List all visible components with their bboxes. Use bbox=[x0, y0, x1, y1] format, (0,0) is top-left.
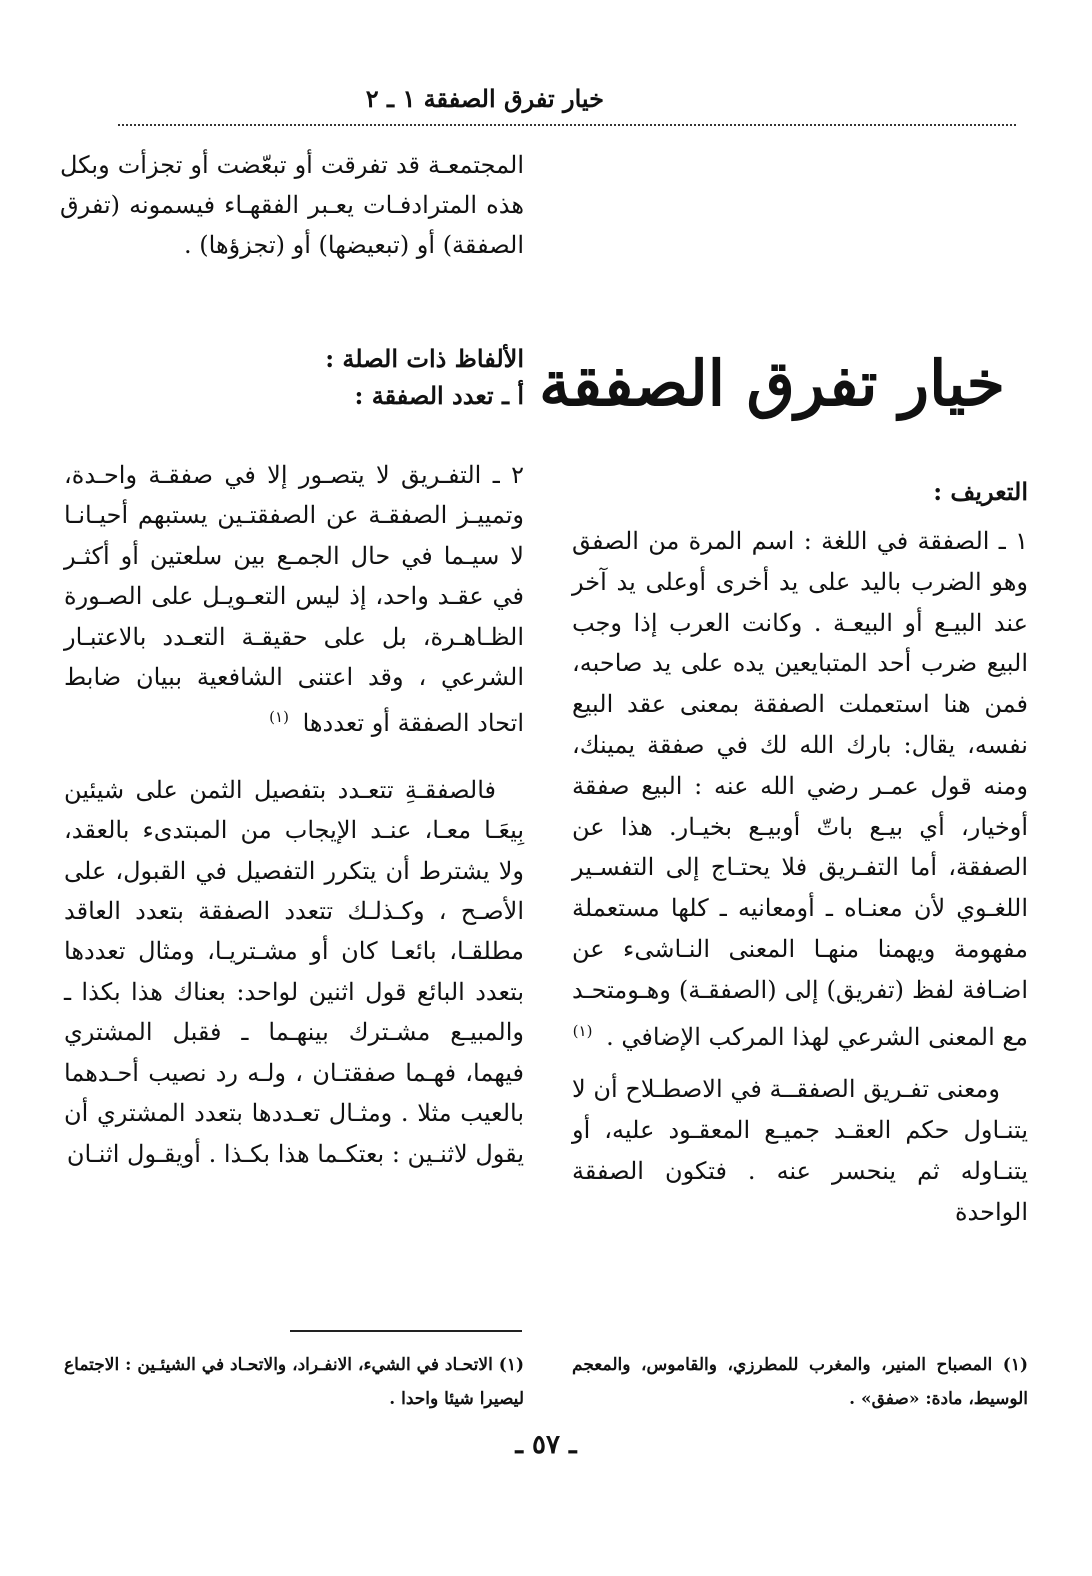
paragraph-1b: ومعنى تفـريق الصفقــة في الاصطـلاح أن لا يتنـاول حكم العقـد جميـع المعقـود عليه، أو يتنـاوله ثم ينحسر عنه . فتكون الصفقة الواحدة bbox=[572, 1075, 1028, 1226]
running-title: خيار تفرق الصفقة ١ ـ ٢ bbox=[365, 84, 604, 113]
left-column-continuation: المجتمعـة قد تفرقت أو تبعّضت أو تجزأت وبكل هذه المترادفـات يعـبر الفقهـاء فيسمونه (تفرق الصفقة) أو (تبعيضها) أو (تجزؤها) . bbox=[60, 151, 524, 259]
running-header bbox=[60, 84, 1022, 120]
article-title: خيار تفرق الصفقة bbox=[539, 347, 1005, 420]
footnote-separator bbox=[290, 1330, 522, 1332]
paragraph-1 bbox=[572, 521, 1028, 1057]
multiplicity-subheading: أ ـ تعدد الصفقة : bbox=[354, 381, 524, 410]
right-column-body bbox=[572, 521, 1028, 1233]
related-terms-heading: الألفاظ ذات الصلة : bbox=[325, 344, 524, 373]
header-dotted-rule bbox=[118, 124, 1016, 126]
paragraph-2 bbox=[64, 455, 524, 744]
related-terms-block bbox=[64, 340, 524, 414]
footnote-left: (١) الاتحـاد في الشيء، الانفـراد، والاتحـاد في الشيئـين : الاجتماع ليصيرا شيئا واحدا . bbox=[64, 1355, 524, 1409]
footnote-marker: (١) bbox=[572, 1021, 593, 1040]
left-column-body bbox=[64, 455, 524, 1174]
paragraph-3: فالصفقـةِ تتعـدد بتفصيل الثمن على شيئين بِيعَـا معـا، عنـد الإيجاب من المبتدىء بالعقد، ولا يشترط أن يتكرر التفصيل في القبول، على الأصـح ، وكـذلـك تتعدد الصفقة بتعدد العاقد مطلقـا، بائعـا كان أو مشـتريـا، ومثال تعددها بتعدد البائع قول اثنين لواحد: بعناك هذا بكذا ـ والمبيـع مشـترك بينهـما ـ فقبل المشتري فيهما، فهـما صفقتـان ، ولـه رد نصيب أحـدهما بالعيب مثلا . ومثـال تعـددها بتعدد المشتري أن يقول لاثنـين : بعتكـما هذا بكـذا . أويقـول اثنـان bbox=[64, 775, 524, 1168]
footnote-marker: (١) bbox=[269, 708, 289, 727]
footnote-right: (١) المصباح المنير، والمغرب للمطرزي، والقاموس، والمعجم الوسيط، مادة: «صفق» . bbox=[572, 1355, 1028, 1409]
paragraph-2-text: ٢ ـ التفـريق لا يتصـور إلا في صفقـة واحـدة، وتمييـز الصفقـة عن الصفقتـين يستبهم أحيـانـا لا سيـما في حال الجمـع بين سلعتين أو أكثـر في عقـد واحد، إذ ليس التعـويـل على الصـورة الظـاهـرة، بل على حقيقـة التعـدد بالاعتبـار الشرعي ، وقد اعتنى الشافعية ببيان ضابط اتحاد الصفقة أو تعددها bbox=[64, 461, 524, 738]
definition-heading: التعريف : bbox=[933, 477, 1028, 506]
page-number: ـ ٥٧ ـ bbox=[515, 1430, 577, 1460]
paragraph-1-text: ١ ـ الصفقة في اللغة : اسم المرة من الصفق وهو الضرب باليد على يد أخرى أوعلى يد آخر عند البيـع أو البيعـة . وكانت العرب إذا وجب البيع ضرب أحد المتبايعين يده على يد صاحبه، فمن هنا استعملت الصفقة بمعنى عقد البيع نفسه، يقال: بارك الله لك في صفقة يمينك، ومنه قول عمـر رضي الله عنه : البيع صفقة أوخيار، أي بيـع باتّ أوبيـع بخيـار. هذا عن الصفقة، أما التفـريق فلا يحتـاج إلى التفسـير اللغـوي لأن معنـاه ـ أومعانيه ـ كلها مستعملة مفهومة ويهمنا منهـا المعنى النـاشىء عن اضـافة لفظ (تفريق) إلى (الصفقـة) وهـومتحـد مع المعنى الشرعي لهذا المركب الإضافي . bbox=[572, 527, 1028, 1051]
